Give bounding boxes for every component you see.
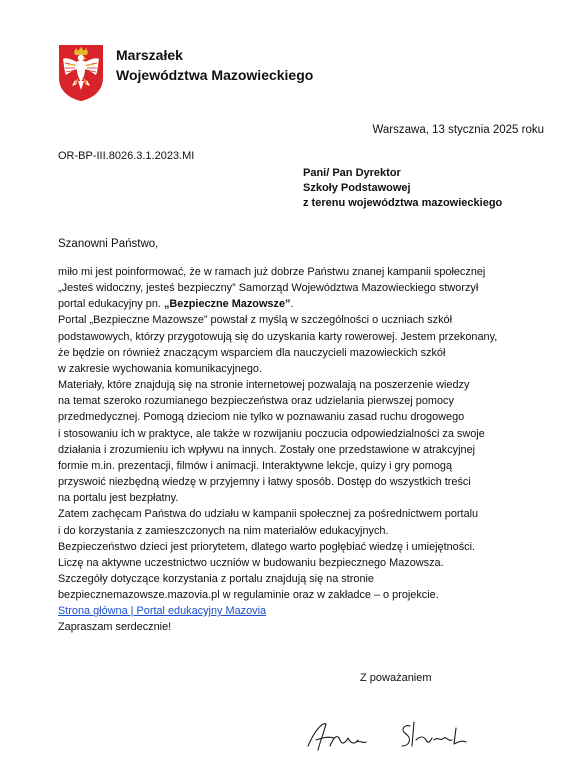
recipient-line: z terenu województwa mazowieckiego [303, 197, 503, 209]
body-line: bezpiecznemazowsze.mazovia.pl w regulaminie oraz w zakładce – o projekcie. [58, 589, 439, 602]
body-line: w zakresie wychowania komunikacyjnego. [58, 362, 262, 375]
regards: Z poważaniem [360, 672, 432, 684]
body-line: miło mi jest poinformować, że w ramach już dobrze Państwu znanej kampanii społecznej [58, 266, 486, 278]
portal-link[interactable]: Strona główna | Portal edukacyjny Mazovia [58, 605, 267, 618]
coat-of-arms-icon [58, 44, 104, 102]
issuer-title-line1: Marszałek [116, 47, 183, 63]
greeting: Szanowni Państwo, [58, 238, 159, 250]
body-line: Bezpieczeństwo dzieci jest priorytetem, dlatego warto pogłębiać wiedzę i umiejętności. [58, 540, 476, 553]
body-line: na portalu jest bezpłatny. [58, 492, 179, 505]
closing-line: Zapraszam serdecznie! [58, 621, 172, 634]
body-line: formie m.in. prezentacji, filmów i animacji. Interaktywne lekcje, quizy i gry pomogą [58, 459, 453, 472]
body-line [58, 603, 558, 619]
body-line: na temat szeroko rozumianego bezpieczeństwa oraz udzielania pierwszej pomocy [58, 395, 454, 408]
body-line: i do korzystania z zamieszczonych na nim materiałów edukacyjnych. [58, 524, 389, 537]
body-line: przyswoić niezbędną wiedzę w przyjemny i łatwy sposób. Dostęp do wszystkich treści [58, 476, 471, 489]
body-line: Zatem zachęcam Państwa do udziału w kampanii społecznej za pośrednictwem portalu [58, 508, 479, 521]
issuer-title-line2: Województwa Mazowieckiego [116, 67, 314, 83]
body-line: Materiały, które znajdują się na stronie internetowej pozwalają na poszerzenie wiedzy [58, 379, 470, 392]
letter-date: Warszawa, 13 stycznia 2025 roku [372, 124, 544, 136]
body-line: przedmedycznej. Pomogą dzieciom nie tylko w poznawaniu zasad ruchu drogowego [58, 411, 465, 424]
recipient-line: Szkoły Podstawowej [303, 182, 411, 194]
body-line: działania i zrozumieniu ich wpływu na innych. Zostały one przedstawione w atrakcyjnej [58, 443, 476, 456]
portal-name: „Bezpieczne Mazowsze” [163, 298, 291, 311]
reference-number: OR-BP-III.8026.3.1.2023.MI [58, 150, 195, 162]
recipient-line: Pani/ Pan Dyrektor [303, 167, 401, 179]
letter-body [58, 264, 558, 636]
body-line: i stosowaniu ich w praktyce, ale także w rozwijaniu poczucia odpowiedzialności za swoje [58, 427, 485, 440]
body-line [58, 296, 558, 312]
body-line: Liczę na aktywne uczestnictwo uczniów w budowaniu bezpiecznego Mazowsza. [58, 556, 444, 569]
body-line: że będzie on również znaczącym wsparciem dla nauczycieli mazowieckich szkół [58, 346, 446, 359]
body-text: . [290, 298, 294, 311]
signature-image [300, 712, 500, 762]
body-line: podstawowych, którzy przygotowują się do uzyskania karty rowerowej. Jestem przekonany, [58, 330, 498, 343]
body-line: Szczegóły dotyczące korzystania z portalu znajdują się na stronie [58, 572, 374, 585]
recipient-block [303, 166, 502, 211]
body-text: portal edukacyjny pn. [58, 298, 164, 311]
body-line: „Jesteś widoczny, jesteś bezpieczny” Samorząd Województwa Mazowieckiego stworzył [58, 282, 479, 295]
body-line: Portal „Bezpieczne Mazowsze” powstał z myślą w szczególności o uczniach szkół [58, 314, 453, 327]
